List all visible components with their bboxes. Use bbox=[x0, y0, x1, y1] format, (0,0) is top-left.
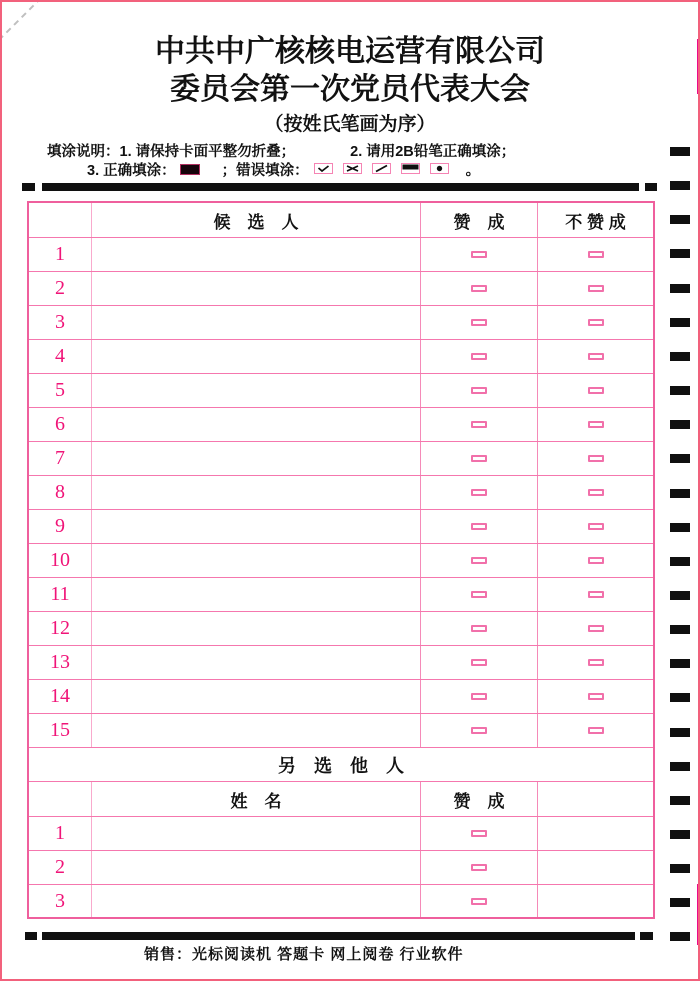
row-number-cell bbox=[29, 374, 91, 407]
timing-mark bbox=[670, 249, 690, 258]
candidate-name-cell bbox=[91, 612, 420, 645]
wrong-fill-half-bar-icon bbox=[401, 163, 420, 174]
top-bar-long bbox=[42, 183, 639, 191]
instruction-item-3-mid: ；错误填涂： bbox=[221, 163, 309, 179]
row-number: 3 bbox=[55, 311, 65, 333]
row-number: 9 bbox=[55, 515, 65, 537]
approve-bubble[interactable] bbox=[471, 251, 487, 258]
table-header-row bbox=[29, 203, 653, 237]
row-number: 2 bbox=[55, 856, 65, 878]
write-in-row bbox=[29, 816, 653, 850]
page-title-line2: 委员会第一次党员代表大会 bbox=[170, 73, 530, 106]
row-number-cell bbox=[29, 544, 91, 577]
write-in-name-cell bbox=[91, 885, 420, 917]
header-empty-cell bbox=[537, 782, 653, 816]
instruction-item-1: 1. 请保持卡面平整勿折叠； bbox=[119, 144, 296, 160]
timing-mark bbox=[670, 284, 690, 293]
row-number: 3 bbox=[55, 889, 65, 912]
candidate-row bbox=[29, 577, 653, 611]
wrong-fill-slash-icon bbox=[372, 163, 391, 174]
approve-bubble[interactable] bbox=[471, 421, 487, 428]
timing-mark bbox=[670, 420, 690, 429]
candidate-row bbox=[29, 475, 653, 509]
disapprove-cell bbox=[537, 510, 653, 543]
disapprove-cell bbox=[537, 374, 653, 407]
bottom-bar-dash-left bbox=[25, 932, 37, 940]
candidate-row bbox=[29, 373, 653, 407]
wrong-fill-cross-icon bbox=[343, 163, 362, 174]
instruction-item-2: 2. 请用2B铅笔正确填涂； bbox=[350, 144, 516, 160]
header-number-cell bbox=[29, 782, 91, 816]
write-in-row bbox=[29, 850, 653, 884]
row-number: 6 bbox=[55, 413, 65, 435]
other-section-title: 另 选 他 人 bbox=[29, 747, 653, 781]
header-approve: 赞 成 bbox=[420, 782, 537, 816]
correct-fill-example-icon bbox=[180, 164, 200, 175]
header-disapprove: 不 赞 成 bbox=[537, 203, 653, 237]
candidate-row bbox=[29, 679, 653, 713]
approve-cell bbox=[420, 510, 537, 543]
fill-instructions-line1 bbox=[47, 140, 515, 161]
row-number: 5 bbox=[55, 379, 65, 401]
candidate-name-cell bbox=[91, 476, 420, 509]
timing-mark bbox=[670, 318, 690, 327]
approve-cell bbox=[420, 238, 537, 271]
candidate-row bbox=[29, 509, 653, 543]
approve-bubble[interactable] bbox=[471, 319, 487, 326]
timing-mark bbox=[670, 386, 690, 395]
candidate-name-cell bbox=[91, 374, 420, 407]
row-number-cell bbox=[29, 885, 91, 917]
header-name: 姓 名 bbox=[91, 782, 420, 816]
disapprove-cell bbox=[537, 238, 653, 271]
candidate-name-cell bbox=[91, 646, 420, 679]
approve-bubble[interactable] bbox=[471, 864, 487, 871]
header-number-cell bbox=[29, 203, 91, 237]
disapprove-bubble[interactable] bbox=[588, 727, 604, 734]
approve-cell bbox=[420, 476, 537, 509]
wrong-fill-check-icon bbox=[314, 163, 333, 174]
disapprove-bubble[interactable] bbox=[588, 387, 604, 394]
timing-mark bbox=[670, 898, 690, 907]
approve-bubble[interactable] bbox=[471, 523, 487, 530]
row-number: 13 bbox=[50, 651, 70, 673]
timing-mark bbox=[670, 591, 690, 600]
approve-bubble[interactable] bbox=[471, 387, 487, 394]
fill-instructions-line2 bbox=[87, 159, 480, 180]
approve-bubble[interactable] bbox=[471, 353, 487, 360]
empty-cell bbox=[537, 885, 653, 917]
disapprove-cell bbox=[537, 340, 653, 373]
candidate-row bbox=[29, 713, 653, 747]
row-number-cell bbox=[29, 238, 91, 271]
timing-mark bbox=[670, 523, 690, 532]
candidate-name-cell bbox=[91, 442, 420, 475]
wrong-fill-dot-icon bbox=[430, 163, 449, 174]
row-number: 15 bbox=[50, 719, 70, 741]
vendor-footer: 销售：光标阅读机 答题卡 网上阅卷 行业软件 bbox=[144, 946, 464, 963]
approve-cell bbox=[420, 680, 537, 713]
approve-cell bbox=[420, 578, 537, 611]
approve-bubble[interactable] bbox=[471, 489, 487, 496]
header-candidate: 候 选 人 bbox=[91, 203, 420, 237]
approve-bubble[interactable] bbox=[471, 455, 487, 462]
candidate-name-cell bbox=[91, 408, 420, 441]
row-number: 4 bbox=[55, 345, 65, 367]
timing-mark bbox=[670, 693, 690, 702]
approve-cell bbox=[420, 714, 537, 747]
approve-bubble[interactable] bbox=[471, 591, 487, 598]
approve-bubble[interactable] bbox=[471, 830, 487, 837]
approve-cell bbox=[420, 306, 537, 339]
row-number-cell bbox=[29, 306, 91, 339]
approve-bubble[interactable] bbox=[471, 625, 487, 632]
candidate-name-cell bbox=[91, 306, 420, 339]
write-in-name-cell bbox=[91, 817, 420, 850]
instruction-item-3-suffix: 。 bbox=[465, 163, 481, 179]
disapprove-bubble[interactable] bbox=[588, 421, 604, 428]
row-number: 14 bbox=[50, 685, 70, 707]
row-number-cell bbox=[29, 510, 91, 543]
page-title-line1: 中共中广核核电运营有限公司 bbox=[155, 35, 545, 68]
disapprove-cell bbox=[537, 714, 653, 747]
timing-mark bbox=[670, 625, 690, 634]
row-number-cell bbox=[29, 817, 91, 850]
row-number: 7 bbox=[55, 447, 65, 469]
header-approve: 赞 成 bbox=[420, 203, 537, 237]
timing-mark bbox=[670, 352, 690, 361]
empty-cell bbox=[537, 817, 653, 850]
row-number-cell bbox=[29, 442, 91, 475]
disapprove-bubble[interactable] bbox=[588, 591, 604, 598]
candidate-name-cell bbox=[91, 714, 420, 747]
top-bar-dash-right bbox=[645, 183, 657, 191]
instruction-item-3-prefix: 3. 正确填涂： bbox=[87, 163, 176, 179]
row-number-cell bbox=[29, 612, 91, 645]
candidate-row bbox=[29, 645, 653, 679]
wrong-fill-examples bbox=[309, 162, 454, 178]
timing-mark bbox=[670, 489, 690, 498]
approve-cell bbox=[420, 408, 537, 441]
empty-cell bbox=[537, 851, 653, 884]
approve-bubble[interactable] bbox=[471, 557, 487, 564]
timing-mark bbox=[670, 557, 690, 566]
candidate-row bbox=[29, 271, 653, 305]
write-in-name-cell bbox=[91, 851, 420, 884]
timing-mark bbox=[670, 454, 690, 463]
approve-cell bbox=[420, 544, 537, 577]
row-number: 8 bbox=[55, 481, 65, 503]
timing-mark bbox=[670, 762, 690, 771]
row-number-cell bbox=[29, 476, 91, 509]
disapprove-cell bbox=[537, 272, 653, 305]
disapprove-bubble[interactable] bbox=[588, 693, 604, 700]
approve-cell bbox=[420, 817, 537, 850]
write-in-row bbox=[29, 884, 653, 917]
timing-mark bbox=[670, 215, 690, 224]
disapprove-bubble[interactable] bbox=[588, 625, 604, 632]
disapprove-bubble[interactable] bbox=[588, 489, 604, 496]
disapprove-cell bbox=[537, 306, 653, 339]
row-number: 1 bbox=[55, 822, 65, 844]
candidate-name-cell bbox=[91, 238, 420, 271]
candidate-name-cell bbox=[91, 340, 420, 373]
approve-cell bbox=[420, 340, 537, 373]
row-number-cell bbox=[29, 680, 91, 713]
instructions-label: 填涂说明： bbox=[47, 144, 120, 160]
disapprove-bubble[interactable] bbox=[588, 251, 604, 258]
timing-mark bbox=[670, 728, 690, 737]
disapprove-bubble[interactable] bbox=[588, 455, 604, 462]
row-number: 11 bbox=[50, 583, 70, 605]
candidate-row bbox=[29, 407, 653, 441]
disapprove-cell bbox=[537, 476, 653, 509]
timing-mark bbox=[670, 932, 690, 941]
candidate-name-cell bbox=[91, 680, 420, 713]
candidate-row bbox=[29, 543, 653, 577]
approve-bubble[interactable] bbox=[471, 693, 487, 700]
timing-mark bbox=[670, 796, 690, 805]
candidate-name-cell bbox=[91, 578, 420, 611]
row-number-cell bbox=[29, 272, 91, 305]
timing-mark bbox=[670, 864, 690, 873]
approve-cell bbox=[420, 612, 537, 645]
disapprove-cell bbox=[537, 612, 653, 645]
disapprove-bubble[interactable] bbox=[588, 523, 604, 530]
disapprove-bubble[interactable] bbox=[588, 659, 604, 666]
disapprove-cell bbox=[537, 646, 653, 679]
approve-bubble[interactable] bbox=[471, 727, 487, 734]
timing-mark bbox=[670, 147, 690, 156]
approve-cell bbox=[420, 851, 537, 884]
page-subtitle: （按姓氏笔画为序） bbox=[264, 114, 436, 135]
candidate-row bbox=[29, 441, 653, 475]
row-number-cell bbox=[29, 646, 91, 679]
disapprove-cell bbox=[537, 408, 653, 441]
candidate-name-cell bbox=[91, 544, 420, 577]
bottom-bar-long bbox=[42, 932, 635, 940]
disapprove-bubble[interactable] bbox=[588, 285, 604, 292]
disapprove-cell bbox=[537, 544, 653, 577]
bottom-bar-dash-right bbox=[640, 932, 653, 940]
candidate-row bbox=[29, 611, 653, 645]
row-number: 10 bbox=[50, 549, 70, 571]
approve-cell bbox=[420, 885, 537, 917]
candidate-row bbox=[29, 339, 653, 373]
timing-mark bbox=[670, 181, 690, 190]
disapprove-bubble[interactable] bbox=[588, 319, 604, 326]
row-number-cell bbox=[29, 578, 91, 611]
approve-cell bbox=[420, 272, 537, 305]
row-number: 12 bbox=[50, 617, 70, 639]
row-number: 2 bbox=[55, 277, 65, 299]
approve-bubble[interactable] bbox=[471, 898, 487, 905]
timing-mark bbox=[670, 830, 690, 839]
timing-mark bbox=[670, 659, 690, 668]
disapprove-cell bbox=[537, 578, 653, 611]
other-header-row bbox=[29, 781, 653, 816]
disapprove-cell bbox=[537, 680, 653, 713]
candidate-row bbox=[29, 305, 653, 339]
row-number-cell bbox=[29, 851, 91, 884]
disapprove-bubble[interactable] bbox=[588, 557, 604, 564]
approve-bubble[interactable] bbox=[471, 659, 487, 666]
disapprove-cell bbox=[537, 442, 653, 475]
row-number-cell bbox=[29, 340, 91, 373]
disapprove-bubble[interactable] bbox=[588, 353, 604, 360]
candidate-row bbox=[29, 237, 653, 271]
candidate-name-cell bbox=[91, 272, 420, 305]
row-number-cell bbox=[29, 714, 91, 747]
row-number: 1 bbox=[55, 243, 65, 265]
approve-bubble[interactable] bbox=[471, 285, 487, 292]
ballot-table bbox=[27, 201, 655, 919]
approve-cell bbox=[420, 646, 537, 679]
candidate-name-cell bbox=[91, 510, 420, 543]
top-bar-dash-left bbox=[22, 183, 35, 191]
approve-cell bbox=[420, 442, 537, 475]
row-number-cell bbox=[29, 408, 91, 441]
approve-cell bbox=[420, 374, 537, 407]
